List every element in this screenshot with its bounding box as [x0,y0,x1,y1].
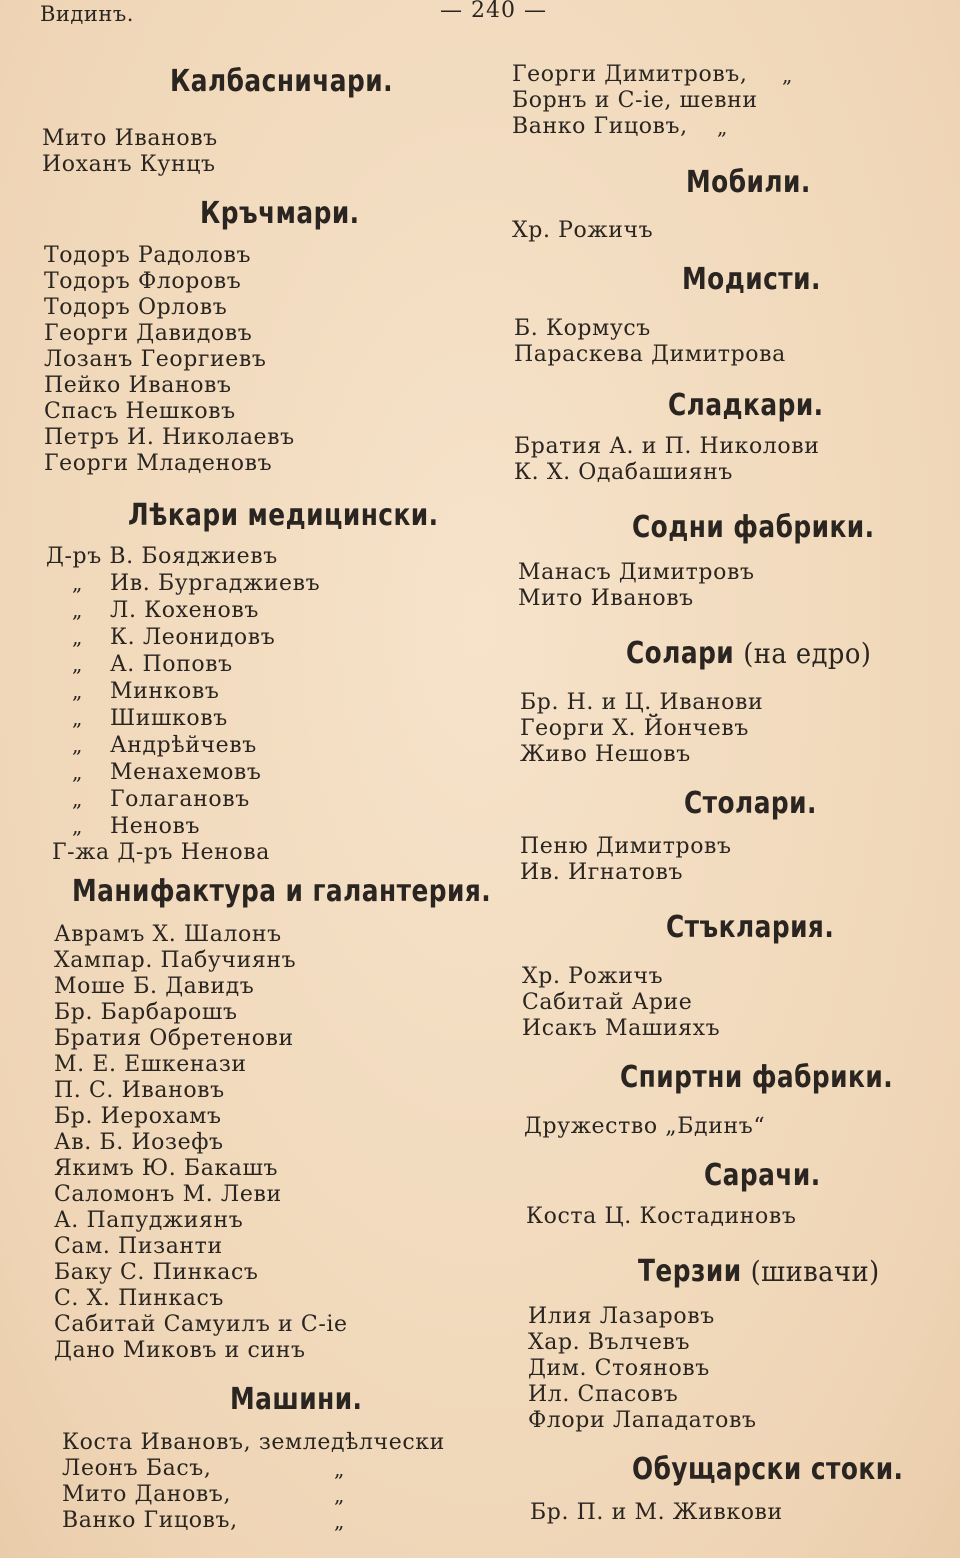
list-item: Спасъ Нешковъ [44,399,236,424]
list-item: „ К. Леонидовъ [46,624,320,651]
list-item: Ванко Гицовъ, „ [62,1508,345,1533]
list-terzii [528,1304,757,1434]
list-item: Б. Кормусъ [514,316,651,341]
list-item: Якимъ Ю. Бакашъ [54,1156,279,1181]
list-item: Георги Димитровъ, „ [512,62,793,87]
list-mashini-continued [512,62,793,140]
list-item: „ Л. Кохеновъ [46,597,320,624]
section-heading-sarachi: Сарачи. [704,1158,821,1193]
section-heading-spirtni-fabriki: Спиртни фабрики. [620,1060,894,1095]
list-item: „ Минковъ [46,678,320,705]
list-item: Параскева Димитрова [514,342,786,367]
list-item: Баку С. Пинкасъ [54,1260,259,1285]
list-item: Д-ръ В. Бояджиевъ [46,544,278,569]
ditto-mark: „ [72,706,83,730]
list-item: Борнъ и С-ie, шевни [512,88,758,113]
list-item: „ Менахемовъ [46,759,320,786]
list-item: Хр. Рожичъ [512,218,654,243]
section-heading-obushtarski-stoki: Обущарски стоки. [632,1452,904,1487]
ditto-mark: „ [72,760,83,784]
ditto-mark: „ [72,787,83,811]
section-heading-solari: Солари (на едро) [626,636,872,671]
ditto-mark: „ [717,115,728,139]
list-item: Леонъ Басъ, „ [62,1456,345,1481]
list-item: Братия Обретенови [54,1026,294,1051]
ditto-mark: „ [72,652,83,676]
ditto-mark: „ [334,1509,345,1533]
list-spirtni-fabriki [524,1114,765,1140]
list-item: Иоханъ Кунцъ [42,152,216,177]
list-item: Мито Дановъ, „ [62,1482,345,1507]
list-item: Ванко Гицовъ, „ [512,114,728,139]
list-krachmari [44,243,295,477]
list-item: Тодоръ Радоловъ [44,243,252,268]
list-kalbasnichari [42,126,218,178]
list-item: Илия Лазаровъ [528,1304,715,1329]
list-item: Аврамъ Х. Шалонъ [54,922,282,947]
list-sladkari [514,434,819,486]
list-item: Г-жа Д-ръ Ненова [52,840,270,865]
list-item: Моше Б. Давидъ [54,974,255,999]
header-place: Видинъ. [40,2,134,26]
list-item: „ Ив. Бургаджиевъ [46,570,320,597]
list-item: Сам. Пизанти [54,1234,223,1259]
section-heading-stolari: Столари. [684,786,817,821]
section-heading-mobili: Мобили. [686,165,811,200]
list-item: Петръ И. Николаевъ [44,425,295,450]
ditto-mark: „ [72,679,83,703]
list-item: Манасъ Димитровъ [518,560,755,585]
list-item: Коста Ивановъ, земледѣлчески [62,1430,445,1455]
list-staklaria [522,964,720,1042]
list-item: Лозанъ Георгиевъ [44,347,267,372]
ditto-mark: „ [72,733,83,757]
section-heading-krachmari: Кръчмари. [200,196,360,231]
list-item: Георги Младеновъ [44,451,273,476]
list-mobili [512,218,653,244]
list-solari [520,690,763,768]
list-item: Дим. Стояновъ [528,1356,710,1381]
list-sodni-fabriki [518,560,755,612]
list-item: Ил. Спасовъ [528,1382,679,1407]
list-item: Бр. П. и М. Живкови [530,1500,783,1525]
list-item: „ А. Поповъ [46,651,320,678]
list-item: Бр. Барбарошъ [54,1000,238,1025]
list-item: Тодоръ Флоровъ [44,269,242,294]
list-item: Флори Лападатовъ [528,1408,757,1433]
list-item: Коста Ц. Костадиновъ [526,1204,797,1229]
section-heading-sladkari: Сладкари. [668,388,824,423]
section-heading-lekari: Лѣкари медицински. [128,498,439,533]
list-item: Хампар. Пабучиянъ [54,948,297,973]
list-modisti [514,316,786,368]
list-item: Георги Х. Йончевъ [520,716,749,741]
list-item: Дано Миковъ и синъ [54,1338,306,1363]
list-item: А. Папуджиянъ [54,1208,244,1233]
list-item: Мито Ивановъ [42,126,218,151]
list-item: Сабитай Арие [522,990,693,1015]
list-item: „ Шишковъ [46,705,320,732]
list-item: Тодоръ Орловъ [44,295,228,320]
list-item: Бр. Н. и Ц. Иванови [520,690,764,715]
ditto-mark: „ [72,625,83,649]
list-item: Живо Нешовъ [520,742,691,767]
list-item: „ Голагановъ [46,786,320,813]
section-heading-modisti: Модисти. [682,262,821,297]
ditto-mark: „ [72,571,83,595]
list-item: Пеню Димитровъ [520,834,732,859]
list-lekari [46,544,320,866]
section-heading-manifaktura: Манифактура и галантерия. [72,874,492,909]
list-item: Пейко Ивановъ [44,373,232,398]
section-heading-staklaria: Стъклария. [666,910,835,945]
list-item: К. Х. Одабашиянъ [514,460,733,485]
list-item: Братия А. и П. Николови [514,434,820,459]
list-item: Георги Давидовъ [44,321,253,346]
ditto-mark: „ [72,598,83,622]
list-item: Дружество „Бдинъ“ [524,1114,766,1139]
ditto-mark: „ [334,1457,345,1481]
section-heading-terzii: Терзии (шивачи) [638,1254,880,1289]
list-sarachi [526,1204,796,1230]
list-item: Исакъ Машияхъ [522,1016,721,1041]
list-item: Ив. Игнатовъ [520,860,684,885]
list-item: Ав. Б. Иозефъ [54,1130,224,1155]
list-item: Хар. Вълчевъ [528,1330,691,1355]
list-item: Хр. Рожичъ [522,964,664,989]
list-item: „ Андрѣйчевъ [46,732,320,759]
list-obushtarski-stoki [530,1500,783,1526]
list-item: Саломонъ М. Леви [54,1182,282,1207]
ditto-mark: „ [334,1483,345,1507]
section-heading-mashini: Машини. [230,1382,363,1417]
list-item: Бр. Иерохамъ [54,1104,222,1129]
list-stolari [520,834,732,886]
list-manifaktura [54,922,348,1364]
ditto-mark: „ [782,63,793,87]
list-item: „ Неновъ [46,813,320,840]
list-item: Сабитай Самуилъ и С-ie [54,1312,348,1337]
ditto-mark: „ [72,814,83,838]
list-item: Мито Ивановъ [518,586,694,611]
section-heading-sodni-fabriki: Содни фабрики. [632,510,875,545]
list-item: П. С. Ивановъ [54,1078,225,1103]
list-mashini [62,1430,445,1534]
list-item: М. Е. Ешкенази [54,1052,247,1077]
page-number: — 240 — [440,0,547,23]
list-item: С. Х. Пинкасъ [54,1286,224,1311]
section-heading-kalbasnichari: Калбасничари. [170,64,393,99]
